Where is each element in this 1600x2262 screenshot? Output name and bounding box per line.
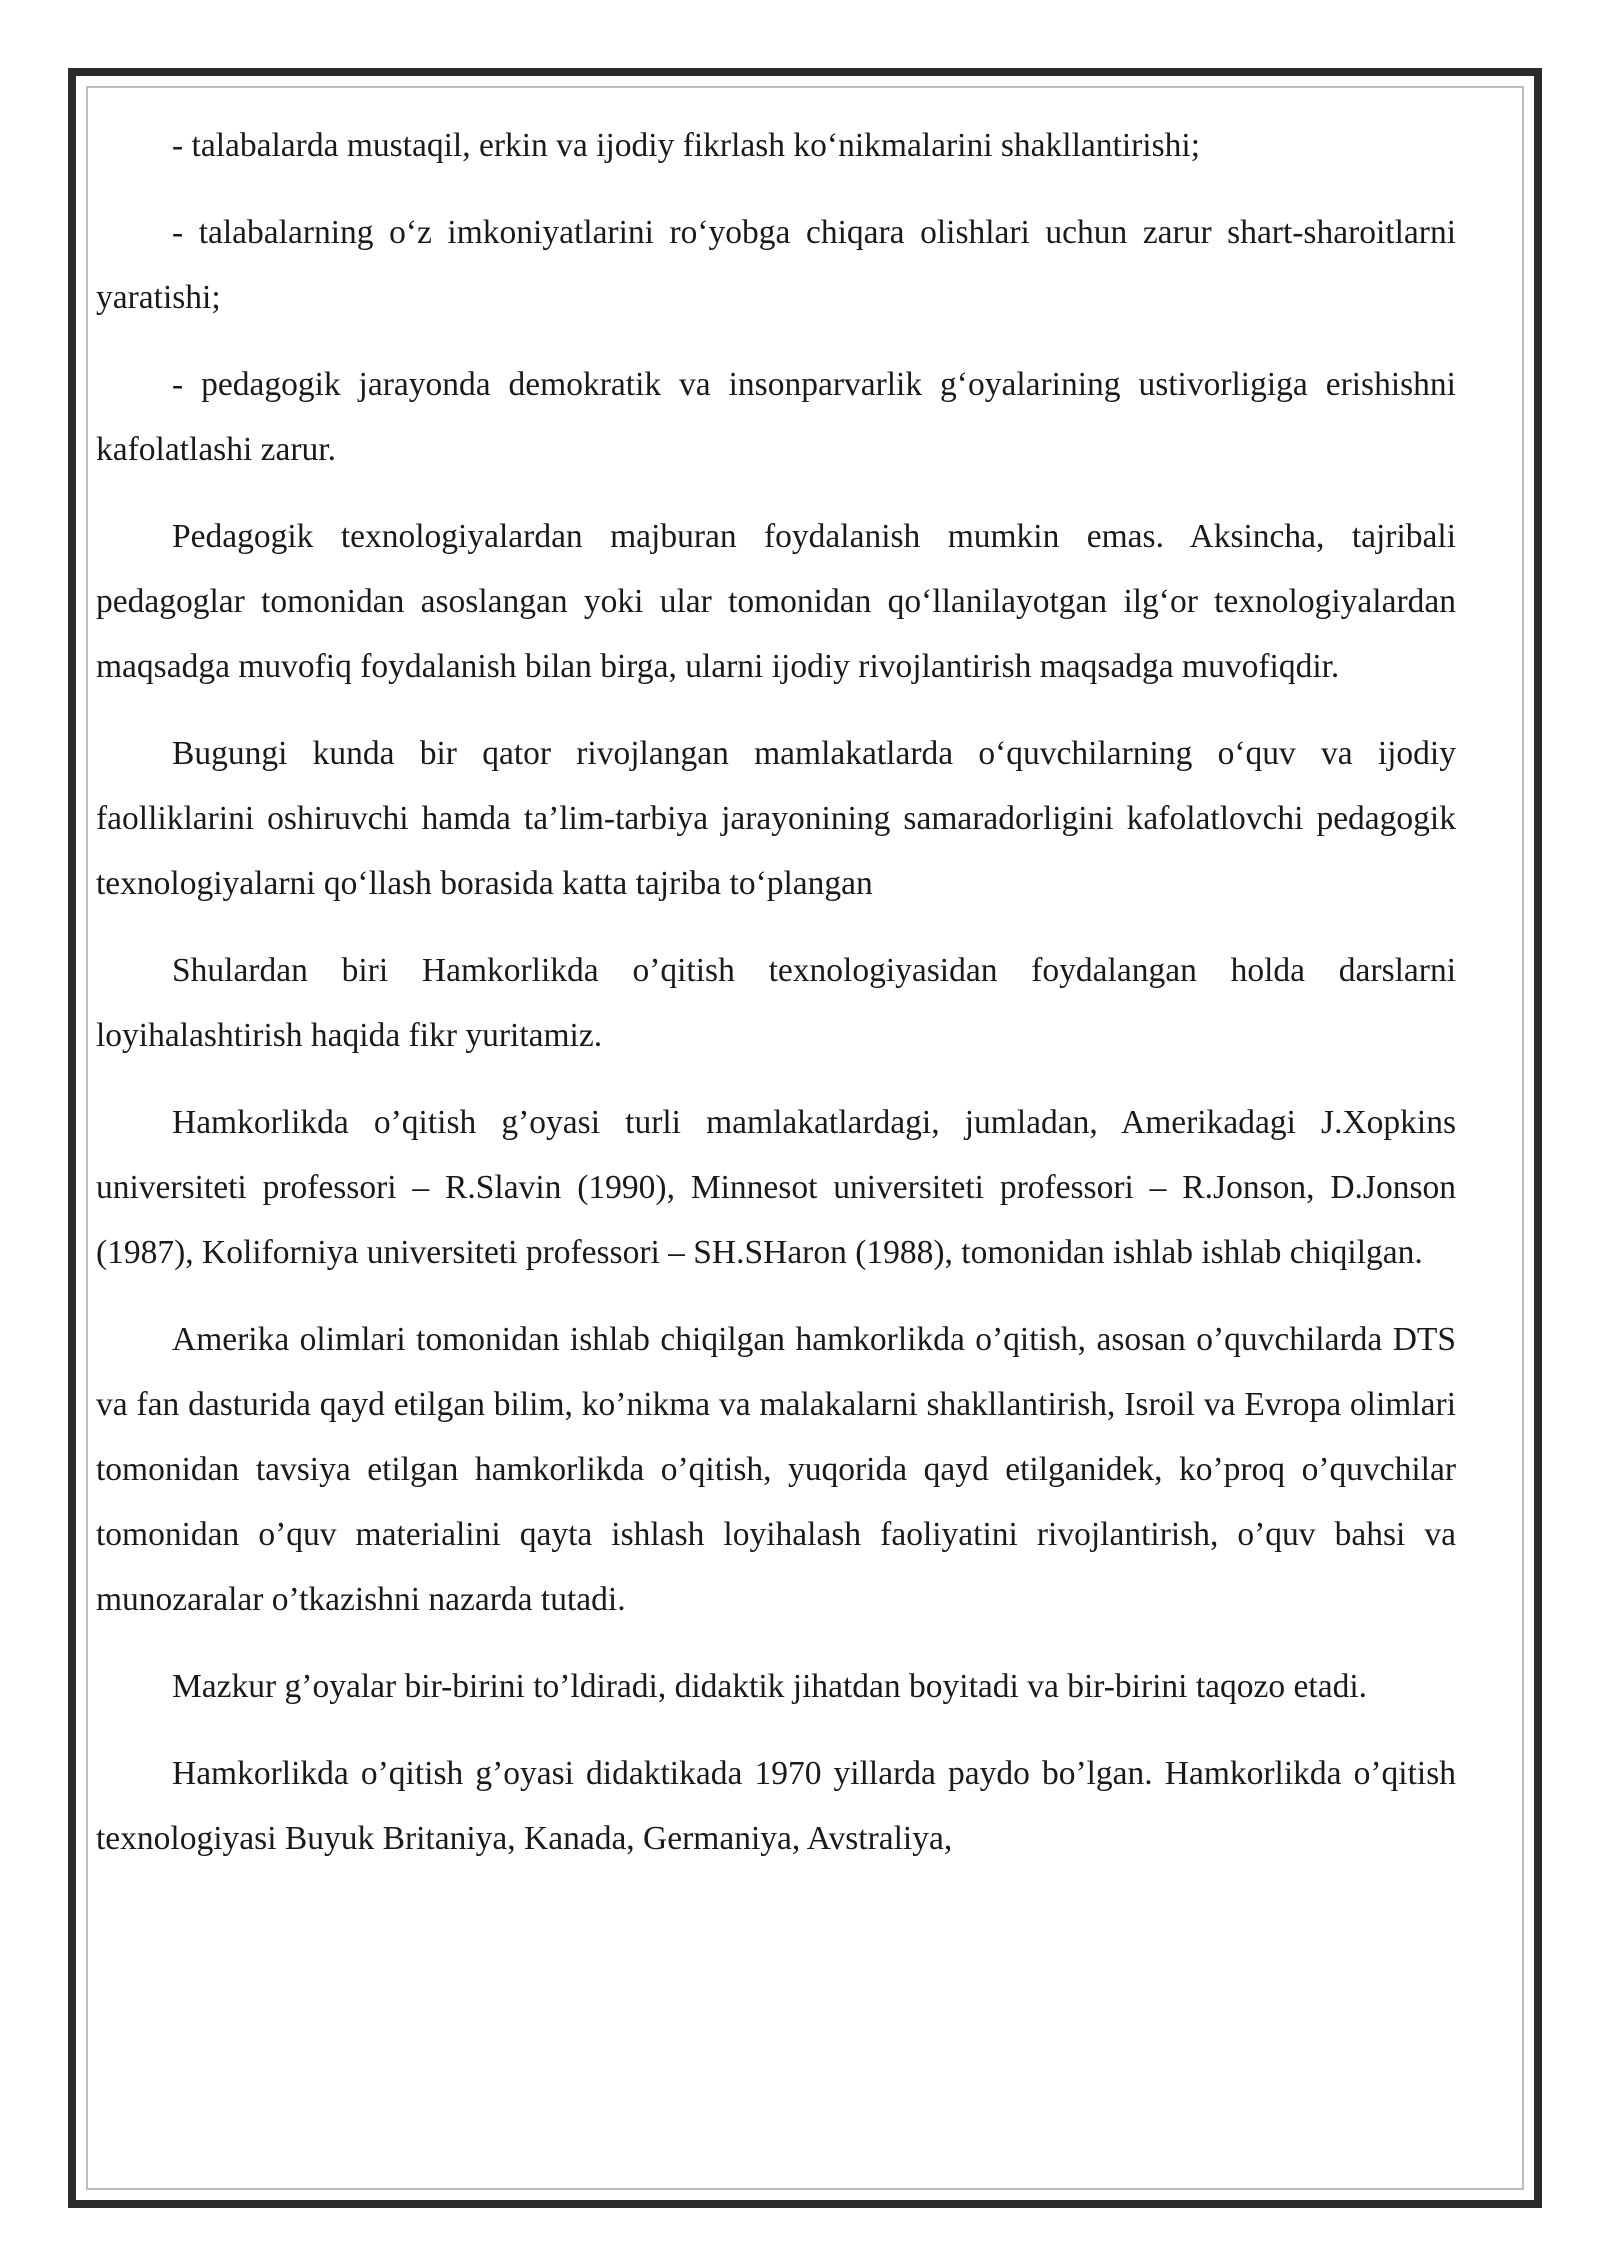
paragraph-bullet-2: - talabalarning o‘z imkoniyatlarini ro‘yobga chiqara olishlari uchun zarur shart-sharoitlarni yaratishi; (96, 214, 1456, 316)
paragraph-amerika-olimlari: Amerika olimlari tomonidan ishlab chiqilgan hamkorlikda o’qitish, asosan o’quvchilarda DTS va fan dasturida qayd etilgan bilim, ko’nikma va malakalarni shakllantirish, Isroil va Evropa olimlari tomonidan tavsiya etilgan hamkorlikda o’qitish, yuqorida qayd etilganidek, ko’proq o’quvchilar tomonidan o’quv materialini qayta ishlash loyihalash faoliyatini rivojlantirish, o’quv bahsi va munozaralar o’tkazishni nazarda tutadi. (96, 1321, 1456, 1618)
paragraph-shulardan-biri: Shulardan biri Hamkorlikda o’qitish texnologiyasidan foydalangan holda darslarni loyihalashtirish haqida fikr yuritamiz. (96, 952, 1456, 1054)
paragraph-bugungi-kunda: Bugungi kunda bir qator rivojlangan mamlakatlarda o‘quvchilarning o‘quv va ijodiy faolliklarini oshiruvchi hamda ta’lim-tarbiya jarayonining samaradorligini kafolatlovchi pedagogik texnologiyalarni qo‘llash borasida katta tajriba to‘plangan (96, 735, 1456, 902)
paragraph-mazkur-goyalar: Mazkur g’oyalar bir-birini to’ldiradi, didaktik jihatdan boyitadi va bir-birini taqozo etadi. (172, 1668, 1368, 1705)
paragraph-bullet-1: - talabalarda mustaqil, erkin va ijodiy fikrlash ko‘nikmalarini shakllantirishi; (172, 127, 1200, 164)
document-body (96, 113, 1456, 1893)
paragraph-hamkorlikda-goyasi: Hamkorlikda o’qitish g’oyasi turli mamlakatlardagi, jumladan, Amerikadagi J.Xopkins universiteti professori – R.Slavin (1990), Minnesot universiteti professori – R.Jonson, D.Jonson (1987), Koliforniya universiteti professori – SH.SHaron (1988), tomonidan ishlab ishlab chiqilgan. (96, 1104, 1456, 1271)
paragraph-pedagogik-texnologiyalar: Pedagogik texnologiyalardan majburan foydalanish mumkin emas. Aksincha, tajribali pedagoglar tomonidan asoslangan yoki ular tomonidan qo‘llanilayotgan ilg‘or texnologiyalardan maqsadga muvofiq foydalanish bilan birga, ularni ijodiy rivojlantirish maqsadga muvofiqdir. (96, 518, 1456, 685)
paragraph-bullet-3: - pedagogik jarayonda demokratik va insonparvarlik g‘oyalarining ustivorligiga erishishni kafolatlashi zarur. (96, 366, 1456, 468)
paragraph-didaktikada-1970: Hamkorlikda o’qitish g’oyasi didaktikada 1970 yillarda paydo bo’lgan. Hamkorlikda o’qitish texnologiyasi Buyuk Britaniya, Kanada, Germaniya, Avstraliya, (96, 1755, 1456, 1857)
